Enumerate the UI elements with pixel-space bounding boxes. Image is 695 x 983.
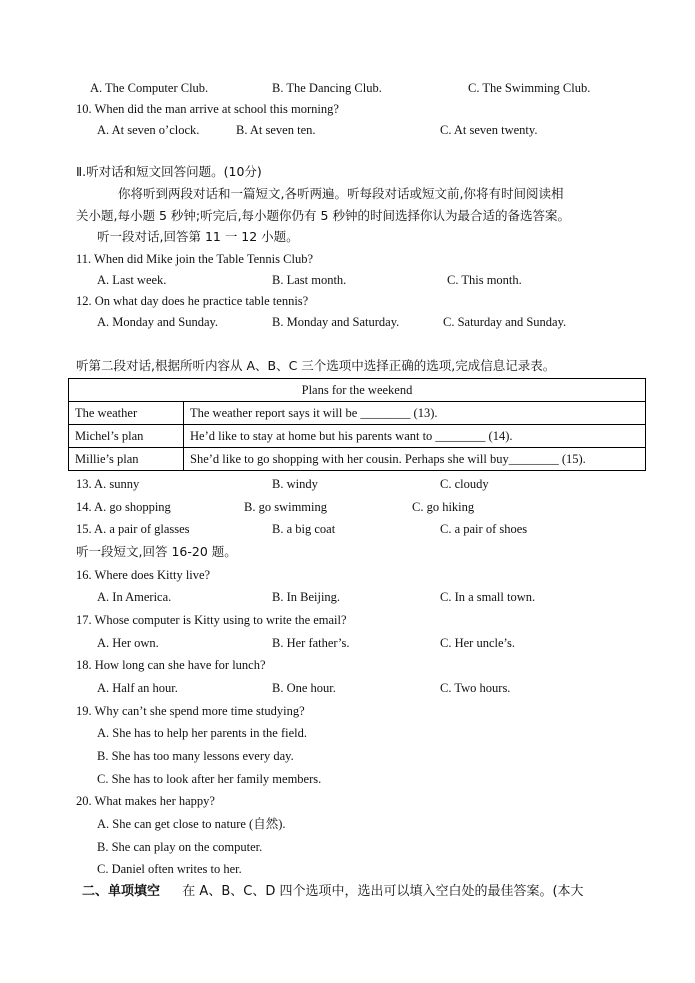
row-label-millie: Millie’s plan (69, 448, 184, 471)
q10-option-a: A. At seven o’clock. (97, 123, 200, 137)
passage-instruction: 听一段短文,回答 16-20 题。 (76, 544, 237, 559)
q9-option-a: A. The Computer Club. (90, 81, 209, 95)
q20-option-a: A. She can get close to nature (自然). (97, 817, 286, 831)
part2-instruction: 在 A、B、C、D 四个选项中，选出可以填入空白处的最佳答案。(本大 (182, 884, 584, 899)
row-text-millie: She’d like to go shopping with her cousin. Perhaps she will buy________ (15). (184, 448, 646, 471)
section2-title: Ⅱ.听对话和短文回答问题。(10分) (76, 164, 262, 179)
q11-option-a: A. Last week. (97, 273, 167, 287)
row-label-michel: Michel’s plan (69, 425, 184, 448)
q15-option-c: C. a pair of shoes (440, 522, 528, 536)
table-header-row (69, 379, 646, 402)
section2-intro-line2: 关小题,每小题 5 秒钟;听完后,每小题你仍有 5 秒钟的时间选择你认为最合适的备选答案。 (76, 208, 570, 223)
q19-option-a: A. She has to help her parents in the field. (97, 726, 308, 740)
dialog1-instruction: 听一段对话,回答第 11 一 12 小题。 (97, 229, 299, 244)
table-header: Plans for the weekend (69, 379, 646, 402)
table-row (69, 402, 646, 425)
q9-option-b: B. The Dancing Club. (272, 81, 382, 95)
q15-option-b: B. a big coat (272, 522, 336, 536)
q12-option-c: C. Saturday and Sunday. (443, 315, 567, 329)
q12-stem: 12. On what day does he practice table tennis? (76, 294, 309, 308)
q16-stem: 16. Where does Kitty live? (76, 568, 211, 582)
q17-stem: 17. Whose computer is Kitty using to write the email? (76, 613, 347, 627)
section2-intro-line1: 你将听到两段对话和一篇短文,各听两遍。听每段对话或短文前,你将有时间阅读相 (118, 186, 564, 201)
q19-stem: 19. Why can’t she spend more time studying? (76, 704, 305, 718)
q9-option-c: C. The Swimming Club. (468, 81, 591, 95)
part2-title: 二、单项填空 (82, 884, 161, 899)
q18-stem: 18. How long can she have for lunch? (76, 658, 266, 672)
table-row (69, 425, 646, 448)
dialog2-instruction: 听第二段对话,根据所听内容从 A、B、C 三个选项中选择正确的选项,完成信息记录表。 (76, 358, 556, 373)
table-row (69, 448, 646, 471)
q12-option-a: A. Monday and Sunday. (97, 315, 219, 329)
q11-option-b: B. Last month. (272, 273, 347, 287)
q16-option-b: B. In Beijing. (272, 590, 341, 604)
q10-option-c: C. At seven twenty. (440, 123, 538, 137)
q12-option-b: B. Monday and Saturday. (272, 315, 400, 329)
row-text-weather: The weather report says it will be ________ (13). (184, 402, 646, 425)
q13-option-c: C. cloudy (440, 477, 489, 491)
q14-option-c: C. go hiking (412, 500, 475, 514)
q18-option-a: A. Half an hour. (97, 681, 178, 695)
q14-option-b: B. go swimming (244, 500, 327, 514)
q14-option-a: 14. A. go shopping (76, 500, 171, 514)
q15-option-a: 15. A. a pair of glasses (76, 522, 190, 536)
q16-option-c: C. In a small town. (440, 590, 536, 604)
q19-option-b: B. She has too many lessons every day. (97, 749, 294, 763)
q20-option-b: B. She can play on the computer. (97, 840, 263, 854)
q20-stem: 20. What makes her happy? (76, 794, 215, 808)
q17-option-b: B. Her father’s. (272, 636, 350, 650)
q10-stem: 10. When did the man arrive at school this morning? (76, 102, 339, 116)
row-label-weather: The weather (69, 402, 184, 425)
q19-option-c: C. She has to look after her family members. (97, 772, 322, 786)
plans-table (68, 378, 646, 471)
q10-option-b: B. At seven ten. (236, 123, 316, 137)
q20-option-c: C. Daniel often writes to her. (97, 862, 242, 876)
q11-stem: 11. When did Mike join the Table Tennis Club? (76, 252, 313, 266)
q17-option-a: A. Her own. (97, 636, 159, 650)
q13-option-a: 13. A. sunny (76, 477, 140, 491)
q16-option-a: A. In America. (97, 590, 172, 604)
q11-option-c: C. This month. (447, 273, 522, 287)
q18-option-b: B. One hour. (272, 681, 336, 695)
q18-option-c: C. Two hours. (440, 681, 511, 695)
row-text-michel: He’d like to stay at home but his parents want to ________ (14). (184, 425, 646, 448)
q13-option-b: B. windy (272, 477, 318, 491)
q17-option-c: C. Her uncle’s. (440, 636, 515, 650)
